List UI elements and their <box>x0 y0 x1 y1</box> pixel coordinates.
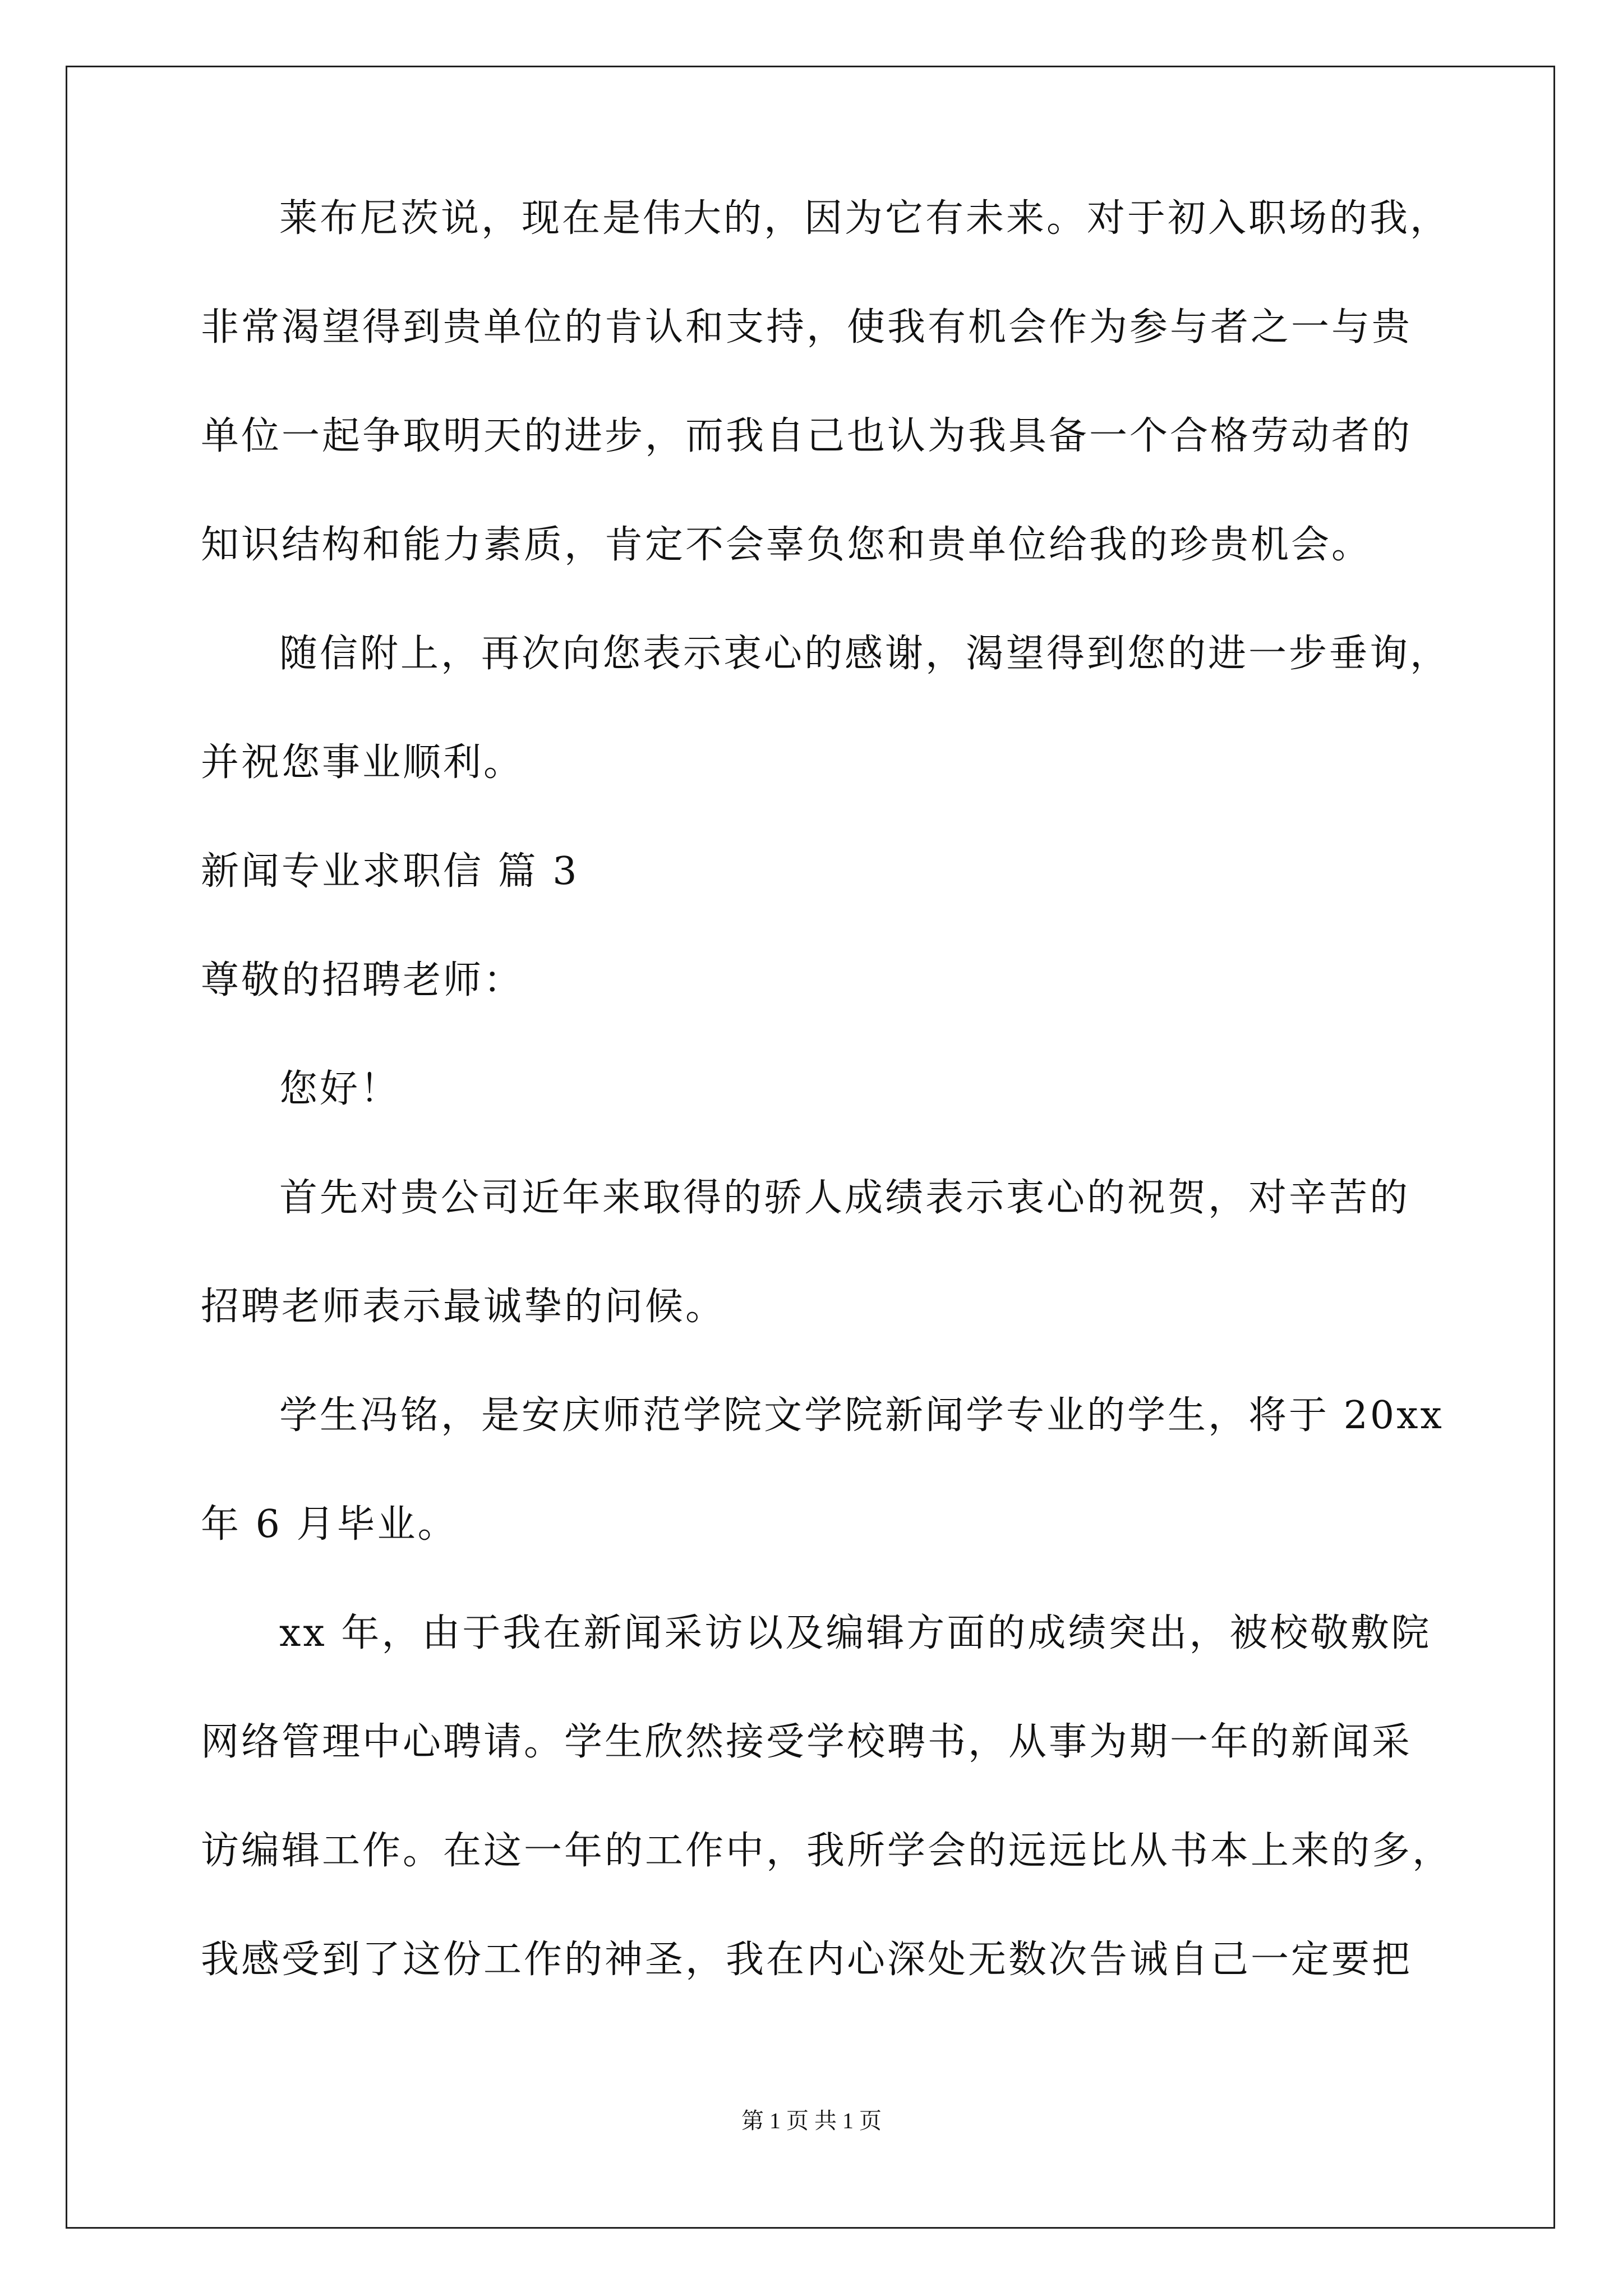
paragraph-line: 招聘老师表示最诚挚的问候。 <box>201 1285 726 1329</box>
paragraph-line: 网络管理中心聘请。学生欣然接受学校聘书，从事为期一年的新闻采 <box>201 1720 1413 1764</box>
paragraph-line: 首先对贵公司近年来取得的骄人成绩表示衷心的祝贺，对辛苦的 <box>279 1176 1410 1220</box>
greeting: 您好！ <box>279 1067 401 1111</box>
paragraph-line: 我感受到了这份工作的神圣，我在内心深处无数次告诫自己一定要把 <box>201 1938 1413 1982</box>
paragraph-line: 单位一起争取明天的进步，而我自己也认为我具备一个合格劳动者的 <box>201 414 1413 458</box>
paragraph-line: xx 年，由于我在新闻采访以及编辑方面的成绩突出，被校敬敷院 <box>279 1611 1432 1655</box>
paragraph-line: 知识结构和能力素质，肯定不会辜负您和贵单位给我的珍贵机会。 <box>201 523 1372 567</box>
salutation: 尊敬的招聘老师： <box>201 958 524 1002</box>
paragraph-line: 学生冯铭，是安庆师范学院文学院新闻学专业的学生，将于 20xx <box>279 1393 1444 1438</box>
paragraph-line: 访编辑工作。在这一年的工作中，我所学会的远远比从书本上来的多， <box>201 1829 1453 1873</box>
page-footer: 第 1 页 共 1 页 <box>741 2108 882 2133</box>
page-border <box>66 66 1555 2229</box>
paragraph-line: 非常渴望得到贵单位的肯认和支持，使我有机会作为参与者之一与贵 <box>201 305 1413 349</box>
section-heading: 新闻专业求职信 篇 3 <box>201 849 579 894</box>
paragraph-line: 并祝您事业顺利。 <box>201 740 524 785</box>
paragraph-line: 莱布尼茨说，现在是伟大的，因为它有未来。对于初入职场的我， <box>279 196 1451 241</box>
paragraph-line: 年 6 月毕业。 <box>201 1502 458 1547</box>
paragraph-line: 随信附上，再次向您表示衷心的感谢，渴望得到您的进一步垂询， <box>279 632 1451 676</box>
